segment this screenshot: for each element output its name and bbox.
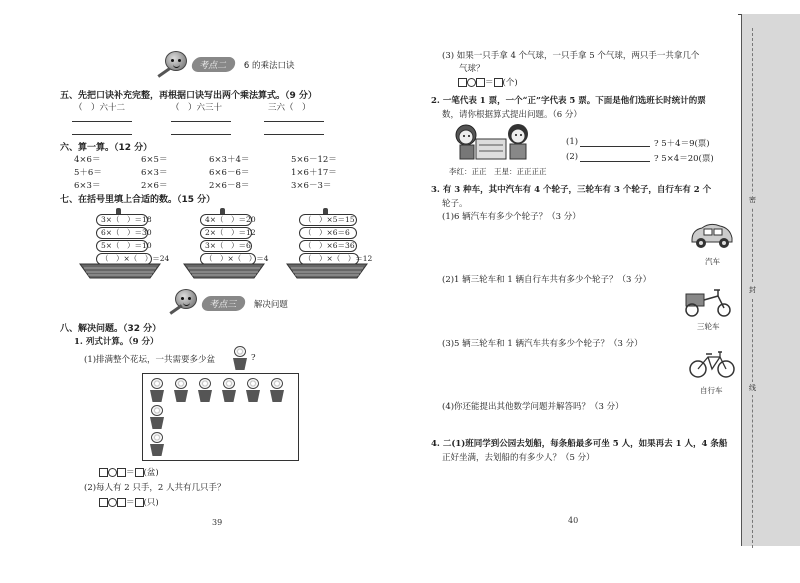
answer-equation-2[interactable]: ＝ (只) xyxy=(99,496,159,508)
boat-hull-icon xyxy=(182,262,266,280)
q3b-p2: (2)1 辆三轮车和 1 辆自行车共有多少个轮子？（3 分） xyxy=(442,275,652,285)
flower-pot-icon xyxy=(173,378,189,404)
q5-item-1: （ ）六十二 xyxy=(74,103,126,113)
answer-equation-1[interactable]: ＝ (盆) xyxy=(99,466,159,478)
seal-char: 密 xyxy=(746,194,759,207)
answer-line[interactable] xyxy=(264,121,324,122)
boat-equation[interactable]: （ ）×6＝6 xyxy=(299,227,357,239)
section-title: 6 的乘法口诀 xyxy=(243,61,295,71)
q6-cell: 6×3＋4＝ xyxy=(209,155,250,165)
q2-blank1-label: (1) xyxy=(566,137,579,147)
q6-cell: 6×3＝ xyxy=(141,168,168,178)
answer-line[interactable] xyxy=(264,134,324,135)
question-mark: ? xyxy=(251,353,256,363)
section-badge: 考点三 xyxy=(200,296,246,311)
boat-hull-icon xyxy=(78,262,162,280)
bicycle-icon xyxy=(688,347,736,379)
flower-pot-icon xyxy=(245,378,261,404)
boat-2 xyxy=(182,208,269,280)
q6-cell: 2×6＝ xyxy=(141,181,168,191)
answer-line[interactable] xyxy=(171,121,231,122)
section-header-kaodian3 xyxy=(202,296,288,311)
q2-blank2-eq: ? 5×4＝20(票) xyxy=(654,154,714,164)
boat-equation[interactable]: （ ）×6＝36 xyxy=(299,240,357,252)
q6-cell: 6×3＝ xyxy=(74,181,101,191)
flower-pot-icon xyxy=(269,378,285,404)
boat-3 xyxy=(285,208,373,280)
q6-title: 六、算一算。（12 分） xyxy=(60,143,153,153)
q6-cell: 6×5＝ xyxy=(141,155,168,165)
q4-line2: 正好坐满，去划船的有多少人？（5 分） xyxy=(442,453,595,463)
flower-bed-frame xyxy=(142,373,299,461)
q2-line1: 2. 一笔代表 1 票，一个“正”字代表 5 票。下面是他们选班长时统计的票 xyxy=(431,96,706,106)
seal-char: 线 xyxy=(746,382,759,395)
tricycle-icon xyxy=(684,286,732,318)
q5-title: 五、先把口诀补充完整，再根据口诀写出两个乘法算式。（9 分） xyxy=(60,91,317,101)
boat-equation[interactable]: 5×（ ）＝10 xyxy=(96,240,148,252)
vote-names: 李红：正正 王星：正正正正 xyxy=(449,167,547,176)
q3b-line2: 轮子。 xyxy=(442,199,468,209)
car-icon xyxy=(688,220,736,250)
car-label: 汽车 xyxy=(705,257,720,266)
flower-pot-icon xyxy=(221,378,237,404)
q2-blank1-eq: ? 5＋4＝9(票) xyxy=(654,139,710,149)
boat-equation[interactable]: 4×（ ）＝20 xyxy=(200,214,252,226)
boat-equation[interactable]: （ ）×5＝15 xyxy=(299,214,357,226)
boat-equation[interactable]: （ ）×（ ）＝24 xyxy=(96,253,152,265)
flower-pot-icon xyxy=(149,432,165,458)
flower-pot-icon xyxy=(149,405,165,431)
bicycle-label: 自行车 xyxy=(700,386,723,395)
answer-unit: (盆) xyxy=(143,468,159,478)
q6-cell: 5＋6＝ xyxy=(74,168,102,178)
q6-cell: 6×6－6＝ xyxy=(209,168,250,178)
q3b-line1: 3. 有 3 种车，其中汽车有 4 个轮子，三轮车有 3 个轮子，自行车有 2 个 xyxy=(431,185,712,195)
q6-cell: 4×6＝ xyxy=(74,155,101,165)
flower-pot-icon xyxy=(232,346,248,372)
q4-line1: 4. 二(1)班同学到公园去划船，每条船最多可坐 5 人，如果再去 1 人，4 条船 xyxy=(431,439,728,449)
boat-equation[interactable]: 3×（ ）＝18 xyxy=(96,214,148,226)
answer-equation-3[interactable]: ＝ (个) xyxy=(458,76,518,88)
answer-line[interactable] xyxy=(72,134,132,135)
tricycle-label: 三轮车 xyxy=(697,322,720,331)
q6-cell: 2×6－8＝ xyxy=(209,181,250,191)
q2-blank2-label: (2) xyxy=(566,152,579,162)
section-title: 解决问题 xyxy=(253,300,288,310)
q3b-p4: (4)你还能提出其他数学问题并解答吗？（3 分） xyxy=(442,402,624,412)
boat-equation[interactable]: （ ）×（ ）＝4 xyxy=(200,253,256,265)
boat-equation[interactable]: 2×（ ）＝12 xyxy=(200,227,252,239)
q6-cell: 1×6＋17＝ xyxy=(291,168,337,178)
q3-line1: (3) 如果一只手拿 4 个气球，一只手拿 5 个气球，两只手一共拿几个 xyxy=(442,51,700,61)
boat-1 xyxy=(78,208,170,280)
answer-line[interactable] xyxy=(580,146,650,147)
binding-gutter xyxy=(741,14,800,546)
students-voting-illustration xyxy=(448,121,536,167)
flower-pot-icon xyxy=(149,378,165,404)
answer-line[interactable] xyxy=(72,121,132,122)
q3-line2: 气球？ xyxy=(459,64,485,74)
boat-equation[interactable]: （ ）×（ ）＝12 xyxy=(299,253,359,265)
boat-hull-icon xyxy=(285,262,369,280)
seal-char: 封 xyxy=(746,284,759,297)
page-number: 40 xyxy=(568,516,579,525)
answer-line[interactable] xyxy=(580,161,650,162)
answer-unit: (只) xyxy=(143,498,159,508)
q8-sub1: 1. 列式计算。（9 分） xyxy=(74,337,159,347)
q6-cell: 3×6－3＝ xyxy=(291,181,332,191)
boat-equation[interactable]: 3×（ ）＝6 xyxy=(200,240,252,252)
q5-item-2: （ ）六三十 xyxy=(171,103,223,113)
pencil-icon xyxy=(157,67,170,77)
boat-equation[interactable]: 6×（ ）＝30 xyxy=(96,227,148,239)
flower-pot-icon xyxy=(197,378,213,404)
section-badge: 考点二 xyxy=(190,57,236,72)
pencil-icon xyxy=(169,304,182,314)
q8-sub1-1: (1)排满整个花坛，一共需要多少盆 xyxy=(84,355,216,365)
q3b-p1: (1)6 辆汽车有多少个轮子？（3 分） xyxy=(442,212,581,222)
q8-sub1-2: (2)每人有 2 只手，2 人共有几只手？ xyxy=(84,483,226,493)
q3b-p3: (3)5 辆三轮车和 1 辆汽车共有多少个轮子？（3 分） xyxy=(442,339,643,349)
answer-line[interactable] xyxy=(171,134,231,135)
answer-unit: (个) xyxy=(502,78,518,88)
q2-line2: 数，请你根据算式提出问题。（6 分） xyxy=(442,110,582,120)
section-header-kaodian2 xyxy=(192,57,295,72)
q7-title: 七、在括号里填上合适的数。（15 分） xyxy=(60,195,216,205)
q6-cell: 5×6－12＝ xyxy=(291,155,337,165)
q5-item-3: 三六（ ） xyxy=(268,103,311,113)
q8-title: 八、解决问题。（32 分） xyxy=(60,324,162,334)
page-number: 39 xyxy=(212,518,223,527)
